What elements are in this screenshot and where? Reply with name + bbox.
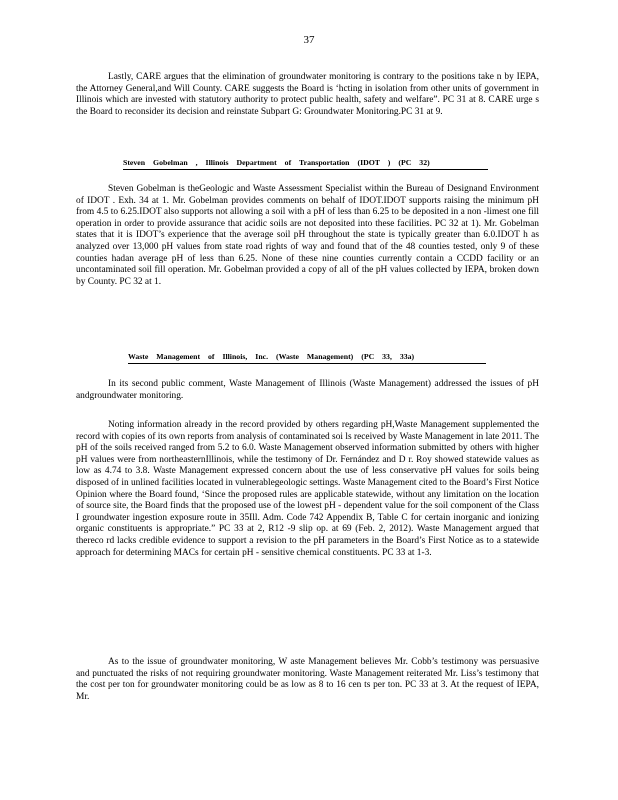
section-heading-waste-management: Waste Management of Illinois, Inc. (Waste Management) (PC 33, 33a) — [128, 352, 486, 364]
paragraph-waste-management-groundwater: As to the issue of groundwater monitoring, W aste Management believes Mr. Cobb’s testimony was persuasive and punctuated the risks of not requiring groundwater monitoring. Waste Management reiterated Mr. Liss’s testimony that the cost per ton for groundwater monitoring could be as low as 8 to 16 cen ts per ton. PC 33 at 3. At the request of IEPA, Mr. — [76, 657, 539, 702]
paragraph-waste-management-intro: In its second public comment, Waste Management of Illinois (Waste Management) addressed the issues of pH andgroundwater monitoring. — [76, 379, 539, 401]
paragraph-care-argument: Lastly, CARE argues that the elimination of groundwater monitoring is contrary to the positions take n by IEPA, the Attorney General,and Will County. CARE suggests the Board is ‘hcting in isolation from other units of government in Illinois which are invested with statutory authority to protect public health, safety and welfare”. PC 31 at 8. CARE urge s the Board to reconsider its decision and reinstate Subpart G: Groundwater Monitoring.PC 31 at 9. — [76, 72, 539, 117]
page-number: 37 — [303, 34, 315, 46]
section-heading-idot: Steven Gobelman , Illinois Department of Transportation (IDOT ) (PC 32) — [123, 158, 488, 170]
paragraph-gobelman-comments: Steven Gobelman is theGeologic and Waste Assessment Specialist within the Bureau of Designand Environment of IDOT . Exh. 34 at 1. Mr. Gobelman provides comments on behalf of IDOT.IDOT supports raising the minimum pH from 4.5 to 6.25.IDOT also supports not allowing a soil with a pH of less than 6.25 to be deposited in a non -limest one fill operation in order to provide assurance that acidic soils are not deposited into these facilities. PC 32 at 1). Mr. Gobelman states that it is IDOT’s experience that the average soil pH throughout the state is typically greater than 6.0.IDOT h as analyzed over 13,000 pH values from state road rights of way and found that of the 48 counties tested, only 9 of these counties hadan average pH of less than 6.25. None of these nine counties currently contain a CCDD facility or an uncontaminated soil fill operation. Mr. Gobelman provided a copy of all of the pH values collected by IEPA, broken down by County. PC 32 at 1. — [76, 184, 539, 287]
paragraph-waste-management-ph: Noting information already in the record provided by others regarding pH,Waste Management supplemented the record with copies of its own reports from analysis of contaminated soi ls received by Waste Management in late 2011. The pH of the soils received ranged from 5.2 to 6.0. Waste Management observed information submitted by others with higher pH values were from northeasternIllinois, while the testimony of Dr. Fernández and D r. Roy showed statewide values as low as 4.74 to 3.8. Waste Management expressed concern about the use of less conservative pH values for soils being disposed of in unlined facilities located in vulnerablegeologic settings. Waste Management cited to the Board’s First Notice Opinion where the Board found, ‘Since the proposed rules are applicable statewide, without any limitation on the location of source site, the Board finds that the proposed use of the lowest pH - dependent value for the soil component of the Class I groundwater ingestion exposure route in 35Ill. Adm. Code 742 Appendix B, Table C for certain inorganic and ionizing organic constituents is appropriate.” PC 33 at 2, R12 -9 slip op. at 69 (Feb. 2, 2012). Waste Management argued that thereco rd lacks credible evidence to support a revision to the pH parameters in the Board’s First Notice as to a statewide approach for determining MACs for certain pH - sensitive chemical constituents. PC 33 at 1-3. — [76, 420, 539, 558]
